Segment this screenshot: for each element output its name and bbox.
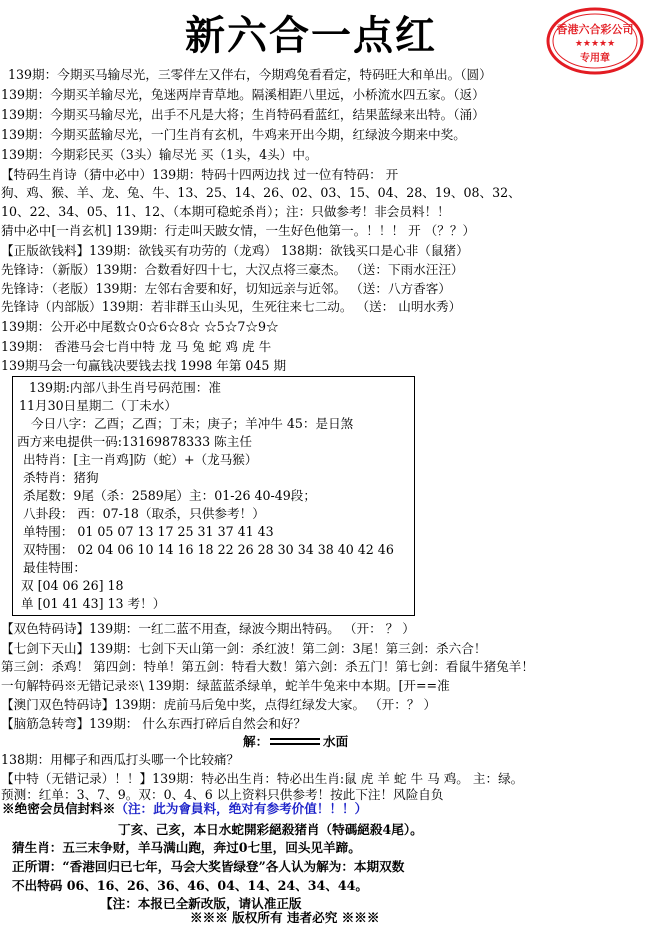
seal-text: 香港六合彩公司 — [556, 23, 634, 36]
poem-line: 解： — [243, 734, 269, 749]
vip-note: （注：此为會員料，绝对有参考价值！！！） — [115, 801, 368, 816]
box-line: 杀尾数：9尾（杀：2589尾）主：01-26 40-49段； — [23, 488, 316, 503]
answer-rule — [270, 738, 320, 740]
poem-line: 【澳门双色特码诗】139期：虎前马后兔中奖，点得红绿发大家。 （开：？ ） — [1, 697, 437, 712]
box-line: 最佳特围： — [23, 560, 86, 575]
prediction-line: 先锋诗（内部版）139期：若非群玉山头见，生死往来七二动。 （送： 山明水秀） — [1, 299, 462, 314]
prediction-line: 139期马会一句赢钱决要钱去找 1998 年第 045 期 — [1, 358, 287, 373]
answer-rule — [270, 743, 320, 745]
prediction-line: 先锋诗：（新版）139期：合数看好四十七，大汉点将三豪杰。 （送：下雨水汪汪） — [1, 262, 464, 277]
box-line: 双特围： 02 04 06 10 14 16 18 22 26 28 30 34 38 40 42 46 — [23, 542, 394, 557]
vip-line: 正所谓：“香港回归已七年，马会大奖皆绿登”各人认为解为：本期双数 — [12, 859, 405, 874]
prediction-line: 139期：今期买马输尽光，三零伴左又伴右，今期鸡兔看看定，特码旺大和单出。（圆） — [8, 67, 492, 82]
company-seal — [545, 6, 645, 76]
vip-line: 猜生肖：五三末争财，羊马满山跑，奔过0七里，回头见羊蹄。 — [12, 840, 361, 855]
box-line: 单特围： 01 05 07 13 17 25 31 37 41 43 — [23, 524, 274, 539]
prediction-line: 139期：今期买羊输尽光，兔迷两岸青草地。隔溪相距八里远，小桥流水四五家。（返） — [1, 87, 485, 102]
poem-line: 第三剑：杀鸡！ 第四剑：特单！第五剑：特看大数！第六剑：杀五门！第七剑：看鼠牛猪兔羊！ — [1, 659, 534, 674]
vip-line: 不出特码 06、16、26、36、46、04、14、24、34、44。 — [12, 878, 368, 893]
vip-label: ※绝密会员信封料※ — [2, 801, 116, 816]
vip-line: ※※※ 版权所有 违者必究 ※※※ — [190, 910, 380, 925]
poem-line: 【双色特码诗】139期：一红二蓝不用查，绿波今期出特码。 （开： ？ ） — [1, 621, 415, 636]
svg-text:★★★★★: ★★★★★ — [574, 39, 616, 49]
prediction-line: 139期：今期彩民买（3头）输尽光 买（1头，4头）中。 — [1, 147, 318, 162]
bagua-box — [12, 376, 415, 616]
box-line: 杀特肖：猪狗 — [23, 470, 99, 485]
page-title: 新六合一点红 — [185, 12, 437, 59]
box-line: 139期:内部八卦生肖号码范围：准 — [29, 380, 221, 395]
poem-line: 138期：用椰子和西瓜打头哪一个比较痛？ — [1, 752, 240, 767]
seal-subtext: 专用章 — [580, 53, 610, 64]
prediction-line: 猜中必中[一肖玄机] 139期：行走叫天跛女情，一生好色他第一。！！！ 开 （？？） — [1, 223, 476, 238]
prediction-line: 【特码生肖诗（猜中必中）139期：特码十四两边找 过一位有特码： 开 — [1, 167, 399, 182]
vip-line: 丁亥、己亥，本日水蛇開彩絕殺猪肖（特碼絕殺4尾）。 — [118, 822, 423, 837]
vip-header — [2, 800, 367, 818]
poem-line: 预测：红单：3、7、9。双：0、4、6 以上资料只供参考！按此下注！风险自负 — [1, 787, 444, 802]
prediction-line: 139期：今期买马输尽光，出手不凡是大将；生肖特码看蓝红，结果蓝绿来出特。（涌） — [1, 107, 485, 122]
poem-line: 【中特（无错记录）！！】139期：特必出生肖：特必出生肖:鼠 虎 羊 蛇 牛 马 鸡。 主：绿。 — [1, 771, 524, 786]
box-line: 11月30日星期二（丁未水） — [19, 398, 177, 413]
prediction-line: 139期：今期买蓝输尽光，一门生肖有玄机，牛鸡来开出今期，红绿波今期来中奖。 — [1, 127, 466, 142]
prediction-line: 先锋诗：（老版）139期：左邻右舍要和好，切知远亲与近邻。 （送：八方香客） — [1, 281, 451, 296]
poem-line: 水面 — [323, 734, 349, 749]
vip-line: 【注：本报已全新改版，请认准正版 — [100, 896, 302, 911]
box-line: 八卦段： 西：07-18（取杀，只供参考！） — [23, 506, 265, 521]
box-line: 双 [04 06 26] 18 — [21, 578, 124, 593]
prediction-line: 10、22、34、05、11、12、（本期可稳蛇杀肖）；注：只做参考！非会员料！！ — [1, 204, 450, 219]
box-line: 出特肖：[主一肖鸡]防（蛇）+（龙马猴） — [23, 452, 258, 467]
poem-line: 【脑筋急转弯】139期： 什么东西打碎后自然会和好？ — [1, 716, 307, 731]
box-line: 今日八字：乙酉；乙酉；丁未；庚子；羊冲牛 45：是日煞 — [31, 416, 354, 431]
poem-line: 【七剑下天山】139期：七剑下天山第一剑：杀红波！第二剑：3尾！第三剑：杀六合！ — [1, 641, 487, 656]
box-line: 西方来电提供一码:13169878333 陈主任 — [17, 434, 252, 449]
poem-line: 一句解特码※无错记录※\ 139期：绿蓝蓝杀绿单，蛇羊牛兔来中本期。[开==准 — [1, 678, 450, 693]
prediction-line: 139期：公开必中尾数☆0☆6☆8☆ ☆5☆7☆9☆ — [1, 319, 279, 334]
box-line: 单 [01 41 43] 13 考！） — [21, 596, 166, 611]
prediction-line: 狗、鸡、猴、羊、龙、兔、牛、13、25、14、26、02、03、15、04、28、19、08、32、 — [1, 185, 521, 200]
prediction-line: 【正版欲钱料】139期：欲钱买有功劳的（龙鸡） 138期：欲钱买口是心非（鼠猪） — [1, 243, 469, 258]
prediction-line: 139期： 香港马会七肖中特 龙 马 兔 蛇 鸡 虎 牛 — [1, 339, 272, 354]
